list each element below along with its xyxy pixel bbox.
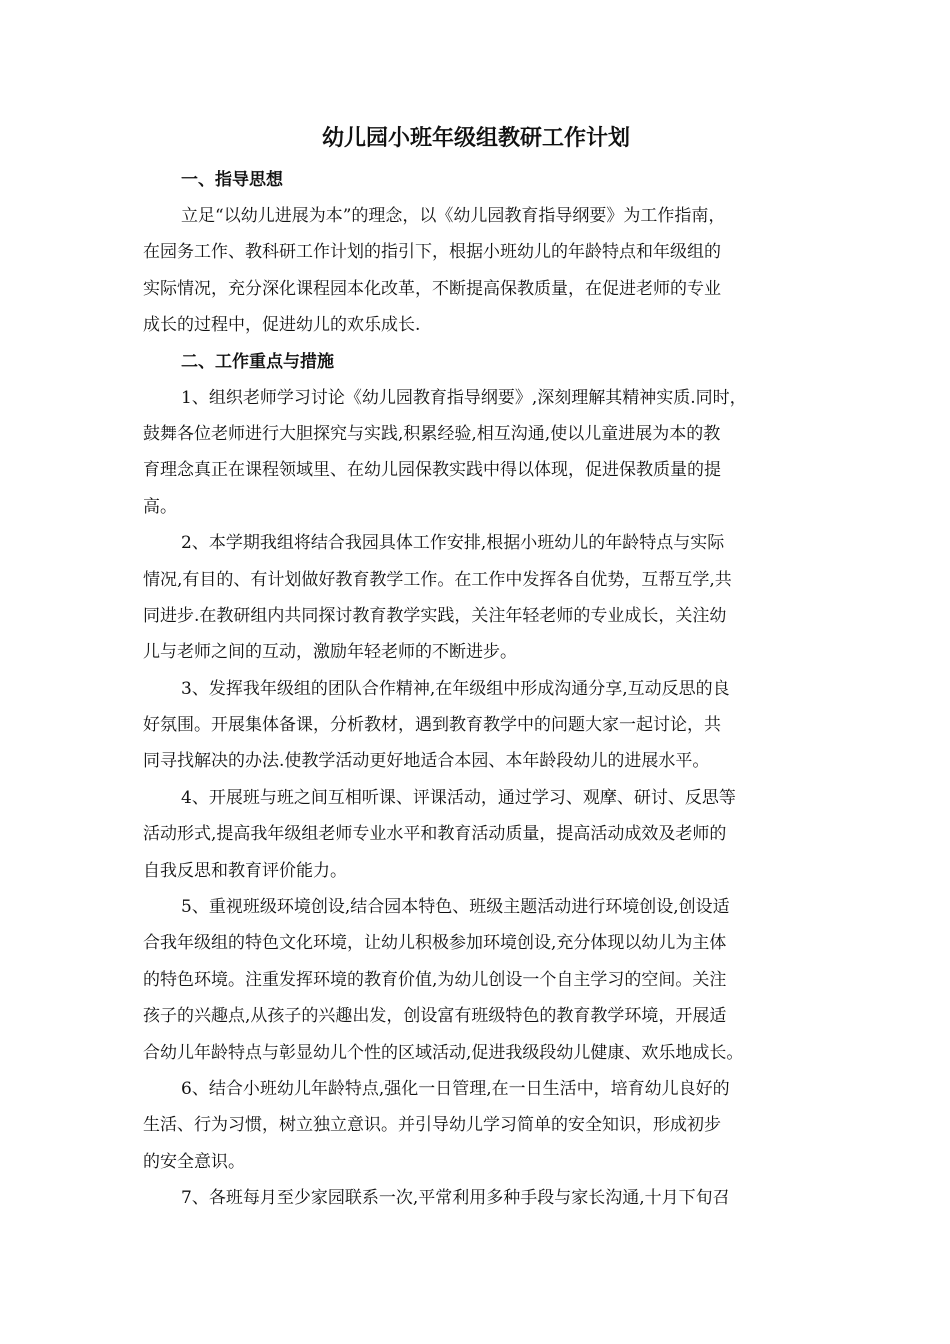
paragraph bbox=[143, 889, 809, 1071]
paragraph-line: 高。 bbox=[143, 496, 177, 517]
paragraph bbox=[143, 525, 809, 671]
paragraph-line: 在园务工作、教科研工作计划的指引下，根据小班幼儿的年龄特点和年级组的 bbox=[143, 242, 721, 263]
paragraph-line: 孩子的兴趣点,从孩子的兴趣出发，创设富有班级特色的教育教学环境，开展适 bbox=[143, 1006, 727, 1027]
paragraph-line: 6、结合小班幼儿年龄特点,强化一日管理,在一日生活中，培育幼儿良好的 bbox=[181, 1078, 730, 1099]
paragraph bbox=[143, 1180, 809, 1216]
paragraph bbox=[143, 780, 809, 889]
document-content bbox=[143, 118, 809, 1217]
paragraph-line: 同进步.在教研组内共同探讨教育教学实践，关注年轻老师的专业成长，关注幼 bbox=[143, 605, 727, 626]
paragraph-line: 4、开展班与班之间互相听课、评课活动，通过学习、观摩、研讨、反思等 bbox=[181, 787, 736, 808]
paragraph-line: 1、组织老师学习讨论《幼儿园教育指导纲要》,深刻理解其精神实质.同时， bbox=[181, 387, 747, 408]
paragraph-line: 2、本学期我组将结合我园具体工作安排,根据小班幼儿的年龄特点与实际 bbox=[181, 533, 725, 554]
paragraph-line: 情况,有目的、有计划做好教育教学工作。在工作中发挥各自优势，互帮互学,共 bbox=[143, 569, 732, 590]
paragraph bbox=[143, 1071, 809, 1180]
paragraph-line: 3、发挥我年级组的团队合作精神,在年级组中形成沟通分享,互动反思的良 bbox=[181, 678, 730, 699]
paragraph-line: 好氛围。开展集体备课，分析教材，遇到教育教学中的问题大家一起讨论，共 bbox=[143, 715, 721, 736]
paragraph-line: 儿与老师之间的互动，激励年轻老师的不断进步。 bbox=[143, 642, 517, 663]
paragraph-line: 5、重视班级环境创设,结合园本特色、班级主题活动进行环境创设,创设适 bbox=[181, 897, 730, 918]
paragraph-line: 成长的过程中，促进幼儿的欢乐成长. bbox=[143, 315, 421, 336]
document-title: 幼儿园小班年级组教研工作计划 bbox=[321, 125, 630, 151]
paragraph bbox=[143, 198, 809, 344]
paragraph-line: 实际情况，充分深化课程园本化改革，不断提高保教质量，在促进老师的专业 bbox=[143, 278, 721, 299]
paragraph-line: 鼓舞各位老师进行大胆探究与实践,积累经验,相互沟通,使以儿童进展为本的教 bbox=[143, 423, 721, 444]
paragraph bbox=[143, 380, 809, 526]
paragraph-line: 立足“以幼儿进展为本”的理念，以《幼儿园教育指导纲要》为工作指南， bbox=[181, 206, 726, 226]
paragraph-line: 同寻找解决的办法.使教学活动更好地适合本园、本年龄段幼儿的进展水平。 bbox=[143, 751, 710, 772]
paragraph-line: 合我年级组的特色文化环境，让幼儿积极参加环境创设,充分体现以幼儿为主体 bbox=[143, 933, 727, 954]
paragraph bbox=[143, 671, 809, 780]
paragraph-line: 7、各班每月至少家园联系一次,平常利用多种手段与家长沟通,十月下旬召 bbox=[181, 1188, 730, 1209]
section-heading: 二、工作重点与措施 bbox=[181, 351, 334, 372]
paragraph-line: 自我反思和教育评价能力。 bbox=[143, 860, 347, 881]
paragraph-line: 的安全意识。 bbox=[143, 1151, 245, 1172]
paragraph-line: 的特色环境。注重发挥环境的教育价值,为幼儿创设一个自主学习的空间。关注 bbox=[143, 969, 727, 990]
paragraph-line: 育理念真正在课程领域里、在幼儿园保教实践中得以体现，促进保教质量的提 bbox=[143, 460, 721, 481]
section-heading: 一、指导思想 bbox=[181, 170, 283, 190]
paragraph-line: 合幼儿年龄特点与彰显幼儿个性的区域活动,促进我级段幼儿健康、欢乐地成长。 bbox=[143, 1042, 744, 1063]
paragraph-line: 活动形式,提高我年级组老师专业水平和教育活动质量，提高活动成效及老师的 bbox=[143, 824, 727, 845]
paragraph-line: 生活、行为习惯，树立独立意识。并引导幼儿学习简单的安全知识，形成初步 bbox=[143, 1115, 721, 1136]
document-sections bbox=[143, 162, 809, 1217]
